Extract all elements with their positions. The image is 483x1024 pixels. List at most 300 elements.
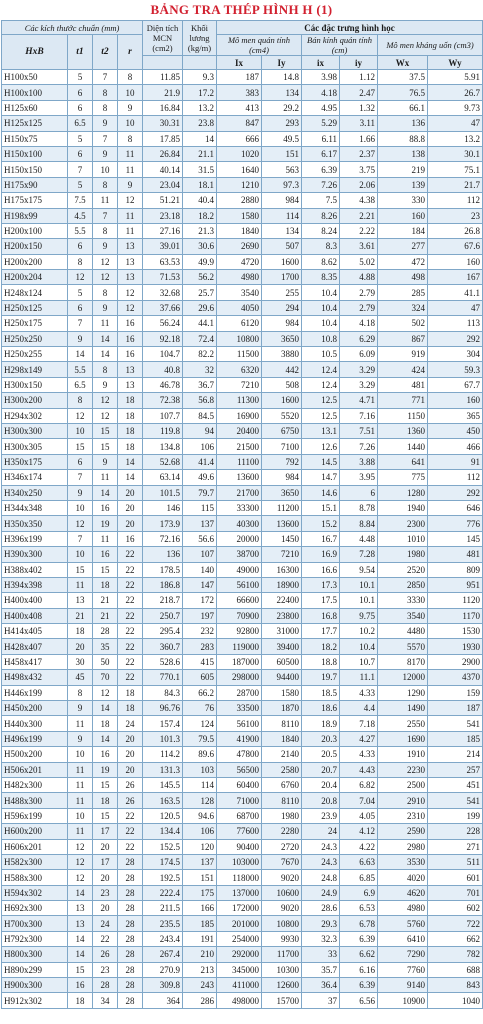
iy-radius-cell: 4.38: [340, 193, 378, 208]
wx-cell: 481: [378, 377, 428, 392]
t1-cell: 6.5: [68, 116, 93, 131]
t1-cell: 18: [68, 624, 93, 639]
wy-cell: 1930: [428, 639, 483, 654]
ix-radius-cell: 35.7: [302, 962, 340, 977]
section-name: H482x300: [2, 777, 68, 792]
section-name: H200x200: [2, 254, 68, 269]
weight-cell: 103: [183, 762, 217, 777]
hxb-header: HxB: [2, 35, 68, 70]
ix-cell: 4050: [217, 300, 262, 315]
area-cell: 243.4: [143, 931, 183, 946]
iy-radius-cell: 3.61: [340, 239, 378, 254]
t2-cell: 9: [93, 454, 118, 469]
table-row: [2, 439, 483, 454]
table-row: [2, 547, 483, 562]
r-cell: 12: [118, 285, 143, 300]
weight-cell: 147: [183, 577, 217, 592]
section-name: H150x150: [2, 162, 68, 177]
t1-cell: 6: [68, 100, 93, 115]
ix-cell: 345000: [217, 962, 262, 977]
wy-cell: 160: [428, 254, 483, 269]
section-name: H200x204: [2, 270, 68, 285]
iy-cell: 1450: [262, 531, 302, 546]
wx-cell: 2550: [378, 716, 428, 731]
ix-cell: 6120: [217, 316, 262, 331]
ix-cell: 11100: [217, 454, 262, 469]
r-cell: 28: [118, 962, 143, 977]
r-cell: 28: [118, 870, 143, 885]
table-row: [2, 146, 483, 161]
weight-cell: 232: [183, 624, 217, 639]
section-name: H792x300: [2, 931, 68, 946]
wy-cell: 67.6: [428, 239, 483, 254]
area-cell: 11.85: [143, 70, 183, 85]
section-name: H400x408: [2, 608, 68, 623]
t1-cell: 5: [68, 177, 93, 192]
iy-radius-cell: 7.28: [340, 547, 378, 562]
wy-cell: 450: [428, 423, 483, 438]
table-row: [2, 654, 483, 669]
wy-cell: 185: [428, 731, 483, 746]
ix-radius-cell: 8.3: [302, 239, 340, 254]
weight-cell: 49.6: [183, 470, 217, 485]
table-row: [2, 193, 483, 208]
area-cell: 186.8: [143, 577, 183, 592]
weight-cell: 197: [183, 608, 217, 623]
ix-radius-cell: 4.18: [302, 85, 340, 100]
area-cell: 250.7: [143, 608, 183, 623]
section-name: H125x125: [2, 116, 68, 131]
ix-radius-cell: 24: [302, 824, 340, 839]
weight-cell: 140: [183, 562, 217, 577]
wx-cell: 2590: [378, 824, 428, 839]
weight-cell: 128: [183, 793, 217, 808]
r-cell: 14: [118, 470, 143, 485]
section-name: H340x250: [2, 485, 68, 500]
dims-group-header: Các kích thước chuẩn (mm): [2, 21, 143, 35]
wy-cell: 466: [428, 439, 483, 454]
iy-radius-cell: 6.39: [340, 931, 378, 946]
area-cell: 163.5: [143, 793, 183, 808]
section-name: H350x350: [2, 516, 68, 531]
t1-cell: 10: [68, 423, 93, 438]
section-name: H390x300: [2, 547, 68, 562]
section-name: H506x201: [2, 762, 68, 777]
section-name: H588x300: [2, 870, 68, 885]
iy-cell: 984: [262, 470, 302, 485]
weight-cell: 151: [183, 870, 217, 885]
t1-cell: 12: [68, 270, 93, 285]
iy-radius-cell: 10.1: [340, 577, 378, 592]
iy-cell: 3650: [262, 331, 302, 346]
ix-cell: 1840: [217, 223, 262, 238]
ix-cell: 1640: [217, 162, 262, 177]
iy-radius-cell: 2.79: [340, 285, 378, 300]
section-name: H394x398: [2, 577, 68, 592]
weight-cell: 137: [183, 516, 217, 531]
section-name: H250x250: [2, 331, 68, 346]
table-row: [2, 470, 483, 485]
iy-cell: 255: [262, 285, 302, 300]
ix-cell: 7210: [217, 377, 262, 392]
ix-cell: 118000: [217, 870, 262, 885]
iy-cell: 1840: [262, 731, 302, 746]
area-cell: 120.5: [143, 808, 183, 823]
t2-cell: 8: [93, 85, 118, 100]
ix-cell: 254000: [217, 931, 262, 946]
wx-cell: 7290: [378, 947, 428, 962]
t1-cell: 5.5: [68, 223, 93, 238]
section-name: H298x149: [2, 362, 68, 377]
table-row: [2, 300, 483, 315]
area-cell: 71.53: [143, 270, 183, 285]
wx-cell: 1690: [378, 731, 428, 746]
wy-cell: 2900: [428, 654, 483, 669]
wx-cell: 330: [378, 193, 428, 208]
r-cell: 22: [118, 547, 143, 562]
ix-cell: 20000: [217, 531, 262, 546]
t2-cell: 50: [93, 654, 118, 669]
iy-radius-cell: 1.12: [340, 70, 378, 85]
wx-cell: 1490: [378, 701, 428, 716]
section-name: H396x199: [2, 531, 68, 546]
ix-cell: 92800: [217, 624, 262, 639]
wx-cell: 8170: [378, 654, 428, 669]
t1-cell: 6: [68, 454, 93, 469]
table-row: [2, 423, 483, 438]
weight-cell: 18.1: [183, 177, 217, 192]
weight-cell: 9.3: [183, 70, 217, 85]
weight-cell: 14: [183, 131, 217, 146]
iy-cell: 7100: [262, 439, 302, 454]
t1-cell: 7.5: [68, 193, 93, 208]
ix-radius-cell: 18.6: [302, 701, 340, 716]
wy-cell: 21.7: [428, 177, 483, 192]
ix-radius-cell: 20.7: [302, 762, 340, 777]
t1-cell: 7: [68, 162, 93, 177]
t2-cell: 23: [93, 962, 118, 977]
table-row: [2, 393, 483, 408]
r-cell: 22: [118, 639, 143, 654]
wy-cell: 67.7: [428, 377, 483, 392]
ix-cell: 33300: [217, 500, 262, 515]
weight-cell: 94: [183, 423, 217, 438]
wx-cell: 502: [378, 316, 428, 331]
iy-upper-header: Iy: [262, 56, 302, 70]
iy-cell: 60500: [262, 654, 302, 669]
iy-cell: 3650: [262, 485, 302, 500]
r-cell: 22: [118, 808, 143, 823]
area-cell: 295.4: [143, 624, 183, 639]
iy-cell: 2720: [262, 839, 302, 854]
r-cell: 20: [118, 747, 143, 762]
t2-cell: 8: [93, 362, 118, 377]
ix-cell: 298000: [217, 670, 262, 685]
area-cell: 40.8: [143, 362, 183, 377]
t2-cell: 11: [93, 316, 118, 331]
wx-cell: 472: [378, 254, 428, 269]
t1-cell: 15: [68, 439, 93, 454]
ix-radius-cell: 12.5: [302, 393, 340, 408]
t1-cell: 21: [68, 608, 93, 623]
t1-cell: 5: [68, 70, 93, 85]
t2-cell: 26: [93, 947, 118, 962]
t2-header: t2: [93, 35, 118, 70]
iy-radius-cell: 4.48: [340, 531, 378, 546]
ix-radius-cell: 28.6: [302, 901, 340, 916]
ix-cell: 187: [217, 70, 262, 85]
ix-radius-cell: 12.4: [302, 362, 340, 377]
t2-cell: 20: [93, 870, 118, 885]
ix-cell: 119000: [217, 639, 262, 654]
t2-cell: 15: [93, 808, 118, 823]
r-cell: 28: [118, 947, 143, 962]
t1-cell: 8: [68, 685, 93, 700]
iy-cell: 39400: [262, 639, 302, 654]
r-cell: 16: [118, 347, 143, 362]
iy-radius-cell: 6.63: [340, 854, 378, 869]
t2-cell: 10: [93, 162, 118, 177]
ix-radius-cell: 14.5: [302, 454, 340, 469]
ix-radius-cell: 5.29: [302, 116, 340, 131]
wx-cell: 285: [378, 285, 428, 300]
area-cell: 72.38: [143, 393, 183, 408]
wy-cell: 481: [428, 547, 483, 562]
iy-radius-cell: 4.18: [340, 316, 378, 331]
t1-cell: 11: [68, 793, 93, 808]
area-cell: 96.76: [143, 701, 183, 716]
t1-cell: 11: [68, 777, 93, 792]
ix-cell: 103000: [217, 854, 262, 869]
table-row: [2, 577, 483, 592]
r-cell: 13: [118, 362, 143, 377]
r-cell: 22: [118, 624, 143, 639]
section-name: H250x175: [2, 316, 68, 331]
ix-radius-cell: 12.4: [302, 377, 340, 392]
ix-radius-cell: 12.6: [302, 439, 340, 454]
wy-cell: 951: [428, 577, 483, 592]
wy-cell: 5.91: [428, 70, 483, 85]
table-row: [2, 685, 483, 700]
t1-cell: 14: [68, 931, 93, 946]
t2-cell: 7: [93, 131, 118, 146]
wx-cell: 2300: [378, 516, 428, 531]
ix-radius-cell: 37: [302, 993, 340, 1008]
wx-cell: 4480: [378, 624, 428, 639]
t2-cell: 18: [93, 793, 118, 808]
iy-radius-cell: 10.4: [340, 639, 378, 654]
section-name: H346x174: [2, 470, 68, 485]
ix-cell: 13600: [217, 470, 262, 485]
iy-radius-cell: 10.2: [340, 624, 378, 639]
area-cell: 157.4: [143, 716, 183, 731]
ix-cell: 71000: [217, 793, 262, 808]
area-unit-spacer: [143, 56, 183, 70]
weight-unit-spacer: [183, 56, 217, 70]
iy-radius-cell: 2.22: [340, 223, 378, 238]
ix-cell: 70900: [217, 608, 262, 623]
weight-cell: 243: [183, 978, 217, 993]
r-cell: 10: [118, 116, 143, 131]
ix-radius-cell: 3.98: [302, 70, 340, 85]
ix-radius-cell: 17.7: [302, 624, 340, 639]
r-cell: 22: [118, 562, 143, 577]
table-row: [2, 978, 483, 993]
t2-cell: 12: [93, 254, 118, 269]
wy-cell: 782: [428, 947, 483, 962]
r-cell: 16: [118, 331, 143, 346]
area-cell: 364: [143, 993, 183, 1008]
wx-cell: 919: [378, 347, 428, 362]
iy-cell: 8110: [262, 716, 302, 731]
area-cell: 23.18: [143, 208, 183, 223]
r-cell: 20: [118, 731, 143, 746]
t2-cell: 22: [93, 931, 118, 946]
ix-cell: 411000: [217, 978, 262, 993]
section-name: H150x75: [2, 131, 68, 146]
section-name: H498x432: [2, 670, 68, 685]
t1-header: t1: [68, 35, 93, 70]
section-name: H248x124: [2, 285, 68, 300]
t1-cell: 6: [68, 146, 93, 161]
wy-cell: 9.73: [428, 100, 483, 115]
t2-cell: 17: [93, 824, 118, 839]
iy-cell: 293: [262, 116, 302, 131]
weight-cell: 114: [183, 777, 217, 792]
wx-cell: 1980: [378, 547, 428, 562]
iy-radius-cell: 3.11: [340, 116, 378, 131]
section-name: H488x300: [2, 793, 68, 808]
table-row: [2, 454, 483, 469]
weight-cell: 49.9: [183, 254, 217, 269]
table-row: [2, 624, 483, 639]
weight-cell: 79.5: [183, 731, 217, 746]
ix-cell: 49000: [217, 562, 262, 577]
wx-cell: 641: [378, 454, 428, 469]
t2-cell: 15: [93, 777, 118, 792]
area-cell: 63.53: [143, 254, 183, 269]
iy-radius-cell: 2.21: [340, 208, 378, 223]
ix-cell: 1210: [217, 177, 262, 192]
wx-cell: 424: [378, 362, 428, 377]
r-cell: 28: [118, 993, 143, 1008]
iy-cell: 134: [262, 85, 302, 100]
ix-radius-cell: 6.11: [302, 131, 340, 146]
wy-cell: 112: [428, 470, 483, 485]
iy-cell: 563: [262, 162, 302, 177]
t2-cell: 12: [93, 270, 118, 285]
iy-cell: 1600: [262, 393, 302, 408]
t2-cell: 8: [93, 285, 118, 300]
t2-cell: 16: [93, 547, 118, 562]
wx-cell: 2910: [378, 793, 428, 808]
ix-radius-cell: 20.3: [302, 731, 340, 746]
table-row: [2, 100, 483, 115]
ix-cell: 1020: [217, 146, 262, 161]
t2-cell: 19: [93, 762, 118, 777]
table-row: [2, 208, 483, 223]
wx-cell: 138: [378, 146, 428, 161]
iy-radius-cell: 3.95: [340, 470, 378, 485]
area-cell: 309.8: [143, 978, 183, 993]
table-row: [2, 793, 483, 808]
area-cell: 72.16: [143, 531, 183, 546]
t2-cell: 17: [93, 854, 118, 869]
r-cell: 18: [118, 701, 143, 716]
r-cell: 20: [118, 485, 143, 500]
t1-cell: 20: [68, 639, 93, 654]
t1-cell: 45: [68, 670, 93, 685]
props-group-header: Các đặc trưng hình học: [217, 21, 483, 35]
t2-cell: 23: [93, 885, 118, 900]
area-cell: 17.85: [143, 131, 183, 146]
iy-cell: 10300: [262, 962, 302, 977]
ix-radius-cell: 10.4: [302, 316, 340, 331]
table-row: [2, 270, 483, 285]
wy-cell: 292: [428, 331, 483, 346]
ix-radius-cell: 23.9: [302, 808, 340, 823]
section-name: H150x100: [2, 146, 68, 161]
t1-cell: 7: [68, 531, 93, 546]
weight-header: Khối lương (kg/m): [183, 21, 217, 56]
area-cell: 770.1: [143, 670, 183, 685]
ix-radius-cell: 14.6: [302, 485, 340, 500]
iy-radius-cell: 6.85: [340, 870, 378, 885]
area-cell: 107.7: [143, 408, 183, 423]
area-cell: 52.68: [143, 454, 183, 469]
ix-cell: 666: [217, 131, 262, 146]
wy-cell: 13.2: [428, 131, 483, 146]
t2-cell: 8: [93, 100, 118, 115]
ix-cell: 498000: [217, 993, 262, 1008]
weight-cell: 56.8: [183, 393, 217, 408]
t1-cell: 7: [68, 316, 93, 331]
wy-cell: 843: [428, 978, 483, 993]
ix-radius-cell: 20.8: [302, 793, 340, 808]
t1-cell: 12: [68, 408, 93, 423]
iy-radius-cell: 4.43: [340, 762, 378, 777]
wx-cell: 1360: [378, 423, 428, 438]
t1-cell: 6: [68, 239, 93, 254]
area-cell: 30.31: [143, 116, 183, 131]
t1-cell: 15: [68, 962, 93, 977]
weight-cell: 107: [183, 547, 217, 562]
section-name: H446x199: [2, 685, 68, 700]
section-name: H458x417: [2, 654, 68, 669]
iy-radius-cell: 2.37: [340, 146, 378, 161]
iy-cell: 94400: [262, 670, 302, 685]
iy-cell: 3880: [262, 347, 302, 362]
r-cell: 20: [118, 500, 143, 515]
t2-cell: 9: [93, 146, 118, 161]
iy-cell: 6750: [262, 423, 302, 438]
wx-cell: 2230: [378, 762, 428, 777]
wy-header: Wy: [428, 56, 483, 70]
wy-cell: 365: [428, 408, 483, 423]
wx-cell: 771: [378, 393, 428, 408]
ix-cell: 847: [217, 116, 262, 131]
t1-cell: 13: [68, 916, 93, 931]
section-name: H890x299: [2, 962, 68, 977]
wx-cell: 88.8: [378, 131, 428, 146]
weight-cell: 124: [183, 716, 217, 731]
wx-cell: 4980: [378, 901, 428, 916]
r-cell: 22: [118, 608, 143, 623]
t2-cell: 8: [93, 177, 118, 192]
iy-cell: 792: [262, 454, 302, 469]
ix-radius-cell: 24.3: [302, 839, 340, 854]
wx-cell: 2980: [378, 839, 428, 854]
